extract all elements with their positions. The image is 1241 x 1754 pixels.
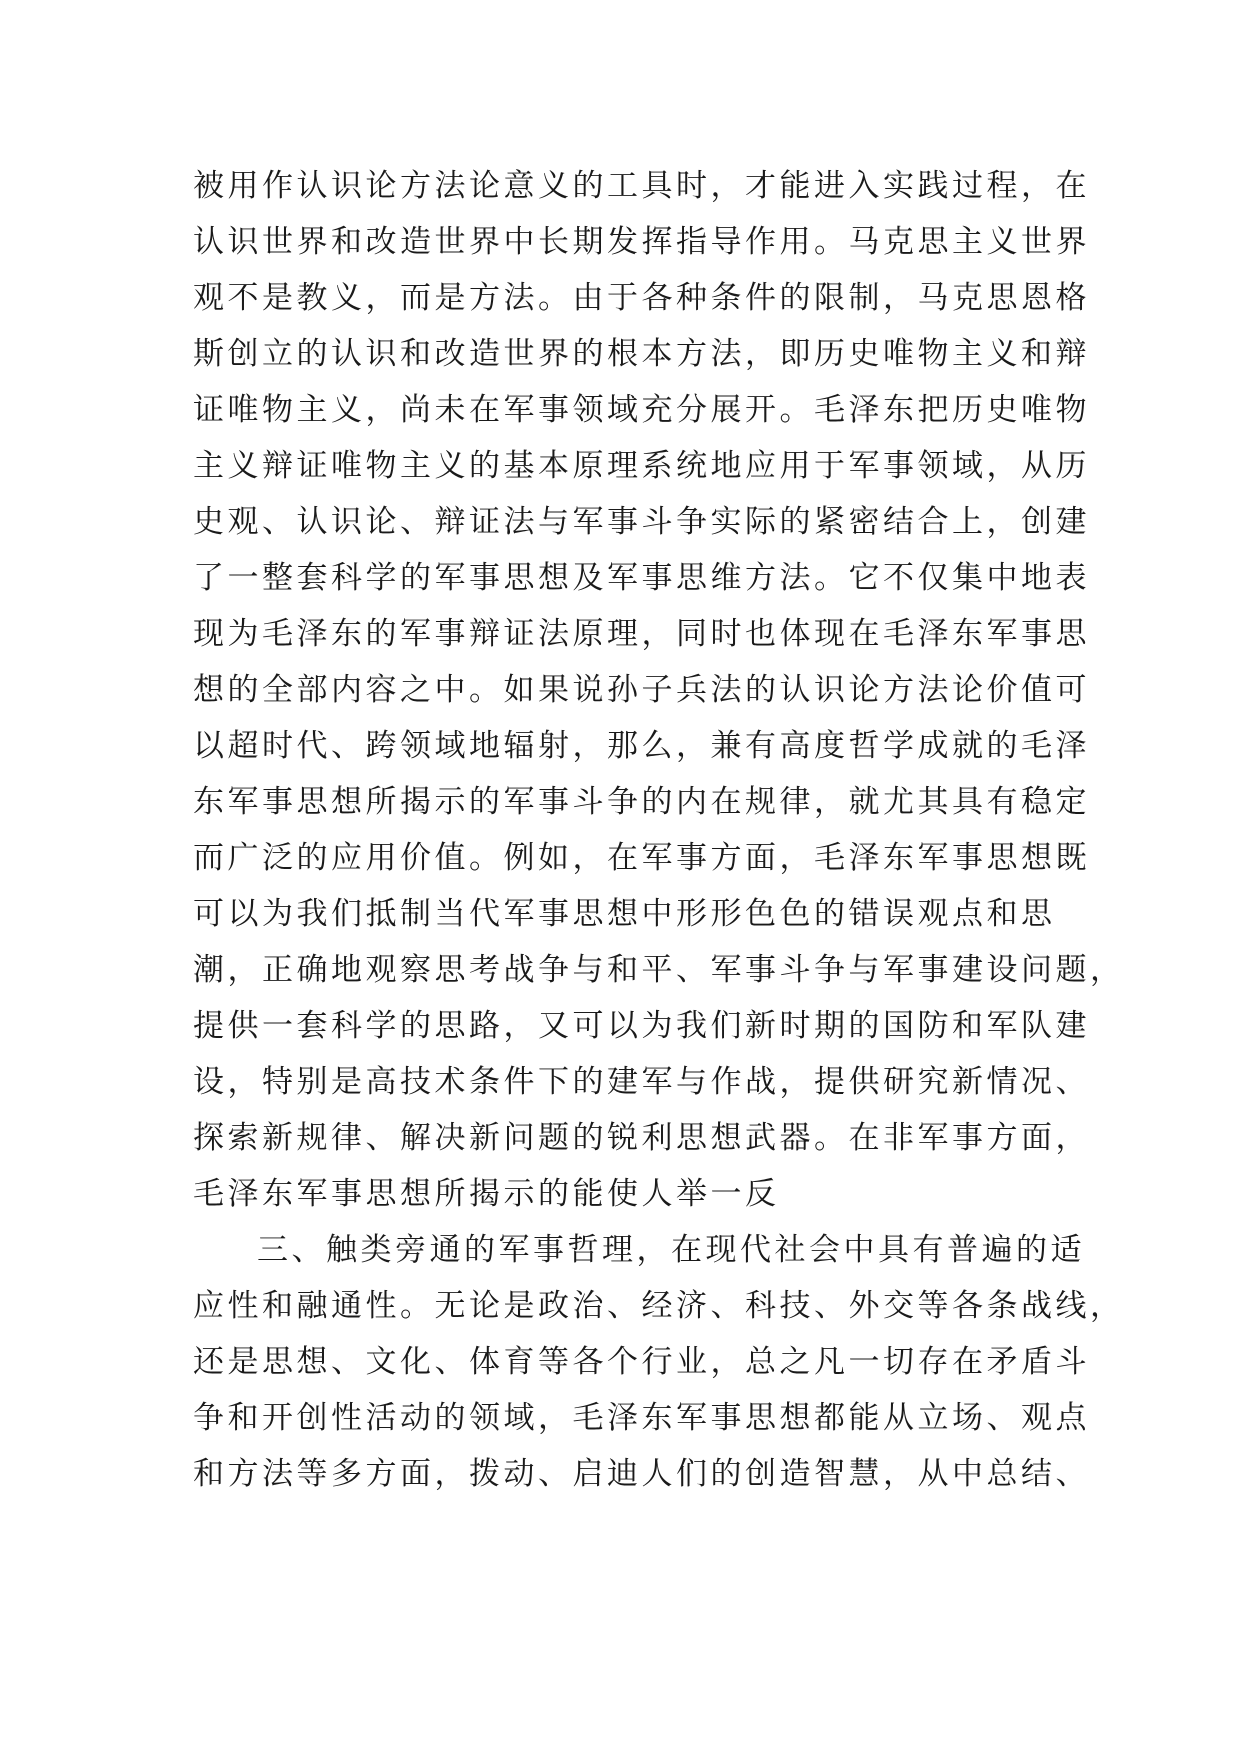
text-line: 可以为我们抵制当代军事思想中形形色色的错误观点和思: [193, 896, 1056, 932]
text-line: 证唯物主义，尚未在军事领域充分展开。毛泽东把历史唯物: [193, 392, 1090, 428]
text-line: 设，特别是高技术条件下的建军与作战，提供研究新情况、: [193, 1064, 1090, 1100]
text-line: 而广泛的应用价值。例如，在军事方面，毛泽东军事思想既: [193, 840, 1090, 876]
text-line: 还是思想、文化、体育等各个行业，总之凡一切存在矛盾斗: [193, 1344, 1090, 1380]
text-line: 认识世界和改造世界中长期发挥指导作用。马克思主义世界: [193, 224, 1090, 260]
text-line: 毛泽东军事思想所揭示的能使人举一反: [193, 1176, 780, 1212]
text-line: 应性和融通性。无论是政治、经济、科技、外交等各条战线，: [193, 1288, 1125, 1324]
text-line: 观不是教义，而是方法。由于各种条件的限制，马克思恩格: [193, 280, 1090, 316]
text-line: 和方法等多方面，拨动、启迪人们的创造智慧，从中总结、: [193, 1456, 1090, 1492]
text-line: 想的全部内容之中。如果说孙子兵法的认识论方法论价值可: [193, 672, 1090, 708]
text-line: 主义辩证唯物主义的基本原理系统地应用于军事领域，从历: [193, 448, 1090, 484]
text-line: 东军事思想所揭示的军事斗争的内在规律，就尤其具有稳定: [193, 784, 1090, 820]
text-line: 现为毛泽东的军事辩证法原理，同时也体现在毛泽东军事思: [193, 616, 1090, 652]
text-line: 以超时代、跨领域地辐射，那么，兼有高度哲学成就的毛泽: [193, 728, 1090, 764]
text-line: 斯创立的认识和改造世界的根本方法，即历史唯物主义和辩: [193, 336, 1090, 372]
text-line: 被用作认识论方法论意义的工具时，才能进入实践过程，在: [193, 168, 1090, 204]
text-line: 探索新规律、解决新问题的锐利思想武器。在非军事方面，: [193, 1120, 1090, 1156]
body-text: [193, 158, 1125, 1502]
text-line: 潮，正确地观察思考战争与和平、军事斗争与军事建设问题，: [193, 952, 1125, 988]
text-line: 了一整套科学的军事思想及军事思维方法。它不仅集中地表: [193, 560, 1090, 596]
text-line: 史观、认识论、辩证法与军事斗争实际的紧密结合上，创建: [193, 504, 1090, 540]
text-line: 提供一套科学的思路，又可以为我们新时期的国防和军队建: [193, 1008, 1090, 1044]
text-line: 三、触类旁通的军事哲理，在现代社会中具有普遍的适: [257, 1232, 1085, 1268]
text-line: 争和开创性活动的领域，毛泽东军事思想都能从立场、观点: [193, 1400, 1090, 1436]
